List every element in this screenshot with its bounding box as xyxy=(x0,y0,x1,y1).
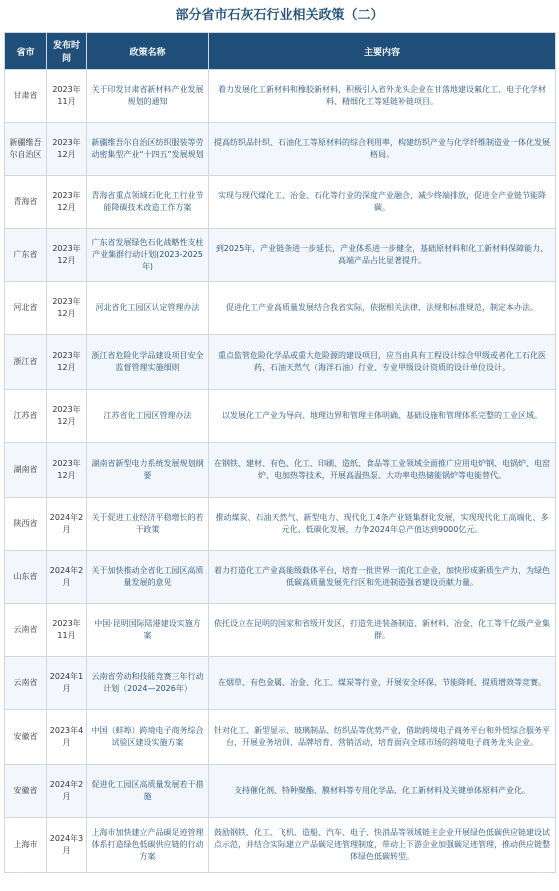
header-policy-name: 政策名称 xyxy=(87,33,209,70)
content-cell: 实现与现代煤化工、冶金、石化等行业的深度产业融合，减少终端排放，促进全产业链节能降碳。 xyxy=(209,176,556,229)
table-row xyxy=(5,657,556,710)
header-date: 发布时间 xyxy=(47,33,87,70)
date-cell: 2023年12月 xyxy=(47,443,87,498)
table-row xyxy=(5,818,556,873)
table-row xyxy=(5,229,556,282)
table-row xyxy=(5,765,556,818)
content-cell: 推动煤炭、石油天然气、新型电力、现代化工4条产业链集群化发展，实现现代化工高端化、多元化、低碳化发展，力争2024年总产值达到9000亿元。 xyxy=(209,498,556,551)
date-cell: 2023年12月 xyxy=(47,229,87,282)
province-cell: 青海省 xyxy=(5,176,47,229)
policy-name-cell: 关于加快推动全省化工园区高质量发展的意见 xyxy=(87,551,209,604)
policy-name-cell: 中国（蚌埠）跨境电子商务综合试验区建设实施方案 xyxy=(87,710,209,765)
province-cell: 安徽省 xyxy=(5,765,47,818)
date-cell: 2023年12月 xyxy=(47,176,87,229)
table-header-row xyxy=(5,33,556,70)
policy-name-cell: 河北省化工园区认定管理办法 xyxy=(87,282,209,335)
policy-name-cell: 湖南省新型电力系统发展规划纲要 xyxy=(87,443,209,498)
policy-name-cell: 中国·昆明国际陆港建设实施方案 xyxy=(87,604,209,657)
policy-name-cell: 青海省重点领域石化化工行业节能降碳技术改造工作方案 xyxy=(87,176,209,229)
policy-name-cell: 广东省发展绿色石化战略性支柱产业集群行动计划(2023-2025年) xyxy=(87,229,209,282)
content-cell: 着力打造化工产业高能级载体平台，培育一批世界一流化工企业，加快形成新质生产力，为绿色低碳高质量发展先行区和先进制造强省建设贡献力量。 xyxy=(209,551,556,604)
content-cell: 以发展化工产业为导向、地理边界和管理主体明确、基础设施和管理体系完整的工业区域。 xyxy=(209,390,556,443)
content-cell: 着力发展化工新材料和橡胶新材料，积极引入省外龙头企业在甘落地建设氟化工、电子化学材料、精细化工等延链补链项目。 xyxy=(209,70,556,123)
policy-name-cell: 关于促进工业经济平稳增长的若干政策 xyxy=(87,498,209,551)
province-cell: 云南省 xyxy=(5,604,47,657)
policy-name-cell: 关于印发甘肃省新材料产业发展规划的通知 xyxy=(87,70,209,123)
policy-name-cell: 上海市加快建立产品碳足迹管理体系打造绿色低碳供应链的行动方案 xyxy=(87,818,209,873)
table-row xyxy=(5,123,556,176)
content-cell: 在烟草、有色金属、冶金、化工、煤炭等行业，开展安全环保、节能降耗、提质增效等竞赛。 xyxy=(209,657,556,710)
content-cell: 在钢铁、建材、有色、化工、印刷、造纸、食品等工业领域全面推广应用电炉钢、电锅炉、电窑炉、电加热等技术，开展高温热泵、大功率电热储能锅炉等电能替代。 xyxy=(209,443,556,498)
table-row xyxy=(5,282,556,335)
province-cell: 湖南省 xyxy=(5,443,47,498)
content-cell: 重点监管危险化学品或重大危险源的建设项目，应当由具有工程设计综合甲级或者化工石化医药、石油天然气（海洋石油）行业、专业甲级设计资质的设计单位设计。 xyxy=(209,335,556,390)
date-cell: 2024年2月 xyxy=(47,551,87,604)
date-cell: 2024年2月 xyxy=(47,765,87,818)
province-cell: 江苏省 xyxy=(5,390,47,443)
province-cell: 云南省 xyxy=(5,657,47,710)
province-cell: 浙江省 xyxy=(5,335,47,390)
content-cell: 促进化工产业高质量发展结合我省实际，依据相关法律、法规和标准规范，制定本办法。 xyxy=(209,282,556,335)
province-cell: 广东省 xyxy=(5,229,47,282)
province-cell: 甘肃省 xyxy=(5,70,47,123)
policy-table xyxy=(4,32,556,873)
table-row xyxy=(5,70,556,123)
date-cell: 2024年2月 xyxy=(47,498,87,551)
content-cell: 到2025年，产业链条进一步延长，产业体系进一步健全，基础原材料和化工新材料保障能力、高端产品占比显著提升。 xyxy=(209,229,556,282)
table-row xyxy=(5,335,556,390)
province-cell: 新疆维吾尔自治区 xyxy=(5,123,47,176)
province-cell: 安徽省 xyxy=(5,710,47,765)
content-cell: 提高纺织品针织、石油化工等原材料的综合利用率，构建纺织产业与化学纤维制造业一体化发展格局。 xyxy=(209,123,556,176)
table-row xyxy=(5,604,556,657)
policy-name-cell: 江苏省化工园区管理办法 xyxy=(87,390,209,443)
table-row xyxy=(5,710,556,765)
table-row xyxy=(5,176,556,229)
page-title: 部分省市石灰石行业相关政策（二） xyxy=(175,8,384,23)
header-main-content: 主要内容 xyxy=(209,33,556,70)
date-cell: 2023年12月 xyxy=(47,335,87,390)
province-cell: 山东省 xyxy=(5,551,47,604)
policy-name-cell: 云南省劳动和技能竞赛三年行动计划（2024—2026年） xyxy=(87,657,209,710)
date-cell: 2024年3月 xyxy=(47,818,87,873)
date-cell: 2023年12月 xyxy=(47,390,87,443)
content-cell: 支持催化剂、特种聚酯、膜材料等专用化学品、化工新材料及关键单体原料产业化。 xyxy=(209,765,556,818)
date-cell: 2024年1月 xyxy=(47,657,87,710)
policy-name-cell: 浙江省危险化学品建设项目安全监督管理实施细则 xyxy=(87,335,209,390)
date-cell: 2023年12月 xyxy=(47,282,87,335)
content-cell: 针对化工、新型显示、玻璃制品、纺织品等优势产业，借助跨境电子商务平台和外贸综合服务平台，开展业务培训、品牌培育、营销活动，培育面向全球市场的跨境电子商务龙头企业。 xyxy=(209,710,556,765)
table-row xyxy=(5,498,556,551)
province-cell: 河北省 xyxy=(5,282,47,335)
header-province: 省市 xyxy=(5,33,47,70)
date-cell: 2023年12月 xyxy=(47,123,87,176)
province-cell: 上海市 xyxy=(5,818,47,873)
date-cell: 2023年11月 xyxy=(47,604,87,657)
policy-name-cell: 新疆维吾尔自治区纺织服装等劳动密集型产业“十四五”发展规划 xyxy=(87,123,209,176)
date-cell: 2023年4月 xyxy=(47,710,87,765)
date-cell: 2023年11月 xyxy=(47,70,87,123)
content-cell: 鼓励钢铁、化工、飞机、造船、汽车、电子、快消品等领域链主企业开展绿色低碳供应链建设试点示范，并结合实际建立产品碳足迹管理制度，带动上下游企业加强碳足迹管理，推动供应链整体绿色低碳转型。 xyxy=(209,818,556,873)
content-cell: 依托设立在昆明的国家和省级开发区，打造先进装备制造、新材料、冶金、化工等千亿级产业集群。 xyxy=(209,604,556,657)
policy-name-cell: 促进化工园区高质量发展若干措施 xyxy=(87,765,209,818)
table-row xyxy=(5,551,556,604)
table-body xyxy=(5,70,556,873)
province-cell: 陕西省 xyxy=(5,498,47,551)
table-row xyxy=(5,443,556,498)
table-row xyxy=(5,390,556,443)
